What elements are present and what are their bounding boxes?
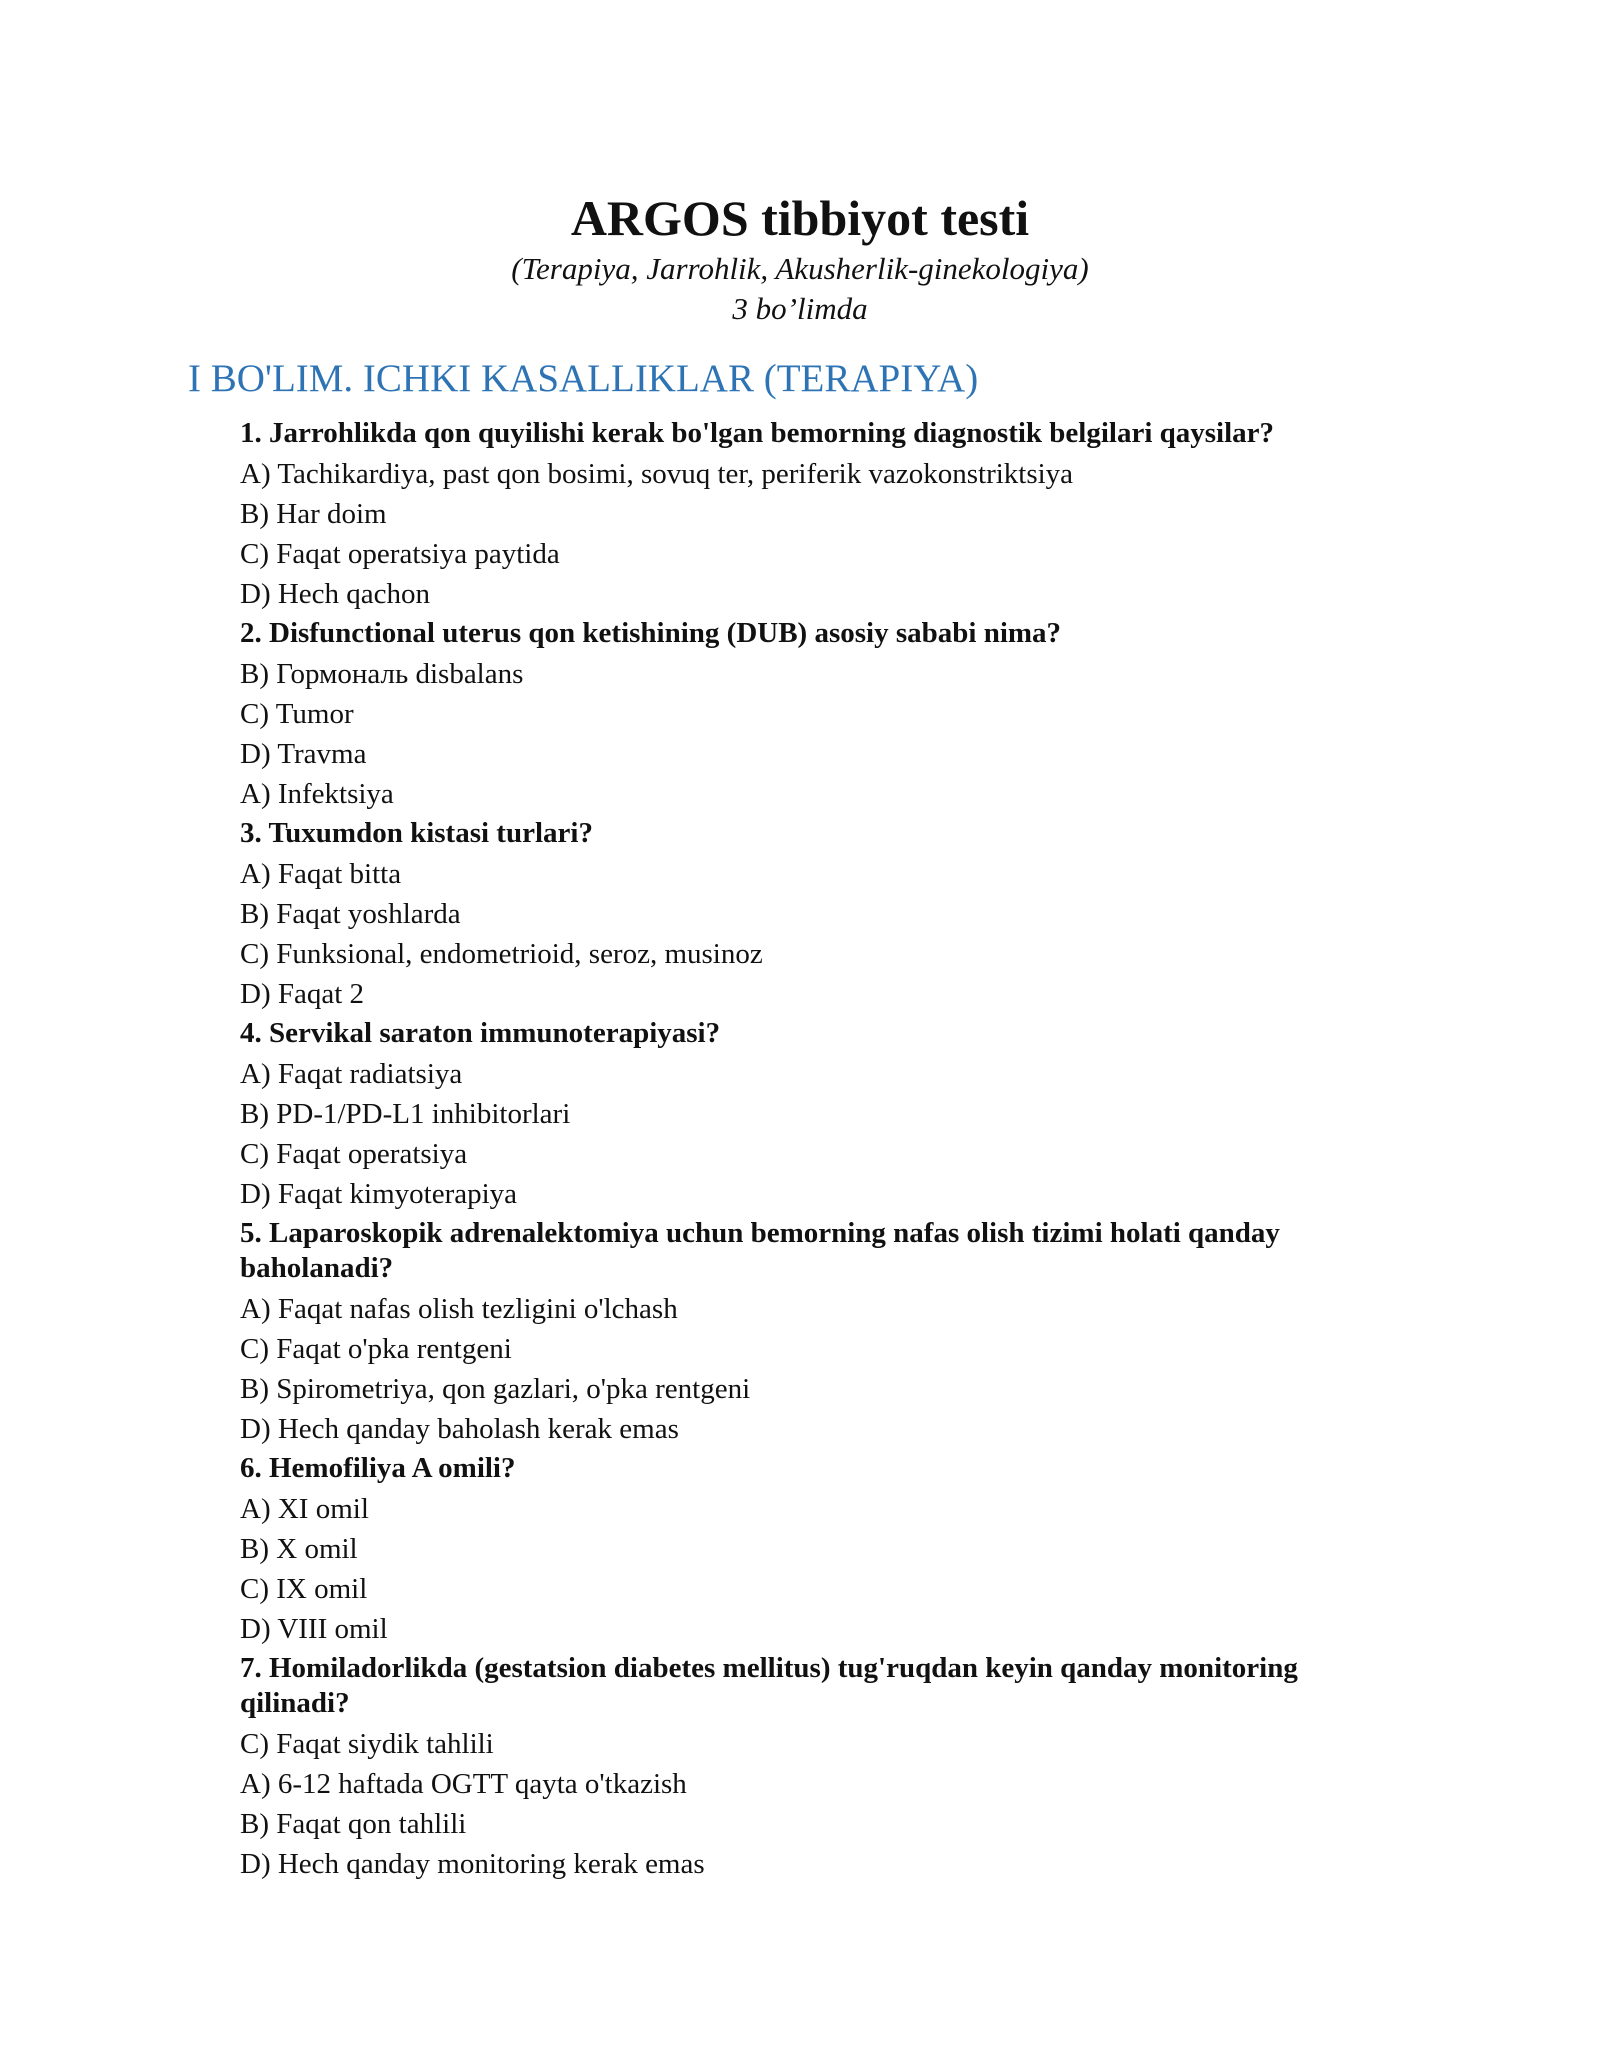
answer-option: A) 6-12 haftada OGTT qayta o'tkazish: [240, 1768, 687, 1800]
answer-option: D) Travma: [240, 738, 367, 770]
answer-option: A) Faqat radiatsiya: [240, 1058, 463, 1090]
question-text: 1. Jarrohlikda qon quyilishi kerak bo'lgan bemorning diagnostik belgilari qaysilar?: [240, 417, 1275, 449]
answer-option: A) Faqat nafas olish tezligini o'lchash: [240, 1293, 678, 1325]
section-heading: I BO'LIM. ICHKI KASALLIKLAR (TERAPIYA): [188, 357, 979, 400]
question-text: 3. Tuxumdon kistasi turlari?: [240, 817, 593, 849]
question-item: [240, 614, 1410, 814]
question-item: [240, 1449, 1410, 1649]
question-list: [240, 414, 1410, 1884]
answer-option: B) Spirometriya, qon gazlari, o'pka rentgeni: [240, 1373, 751, 1405]
question-item: [240, 814, 1410, 1014]
answer-option: D) VIII omil: [240, 1613, 388, 1645]
question-text: 5. Laparoskopik adrenalektomiya uchun bemorning nafas olish tizimi holati qanday baholanadi?: [240, 1217, 1280, 1284]
answer-option: C) Faqat operatsiya paytida: [240, 538, 560, 570]
answer-option: B) Гормональ disbalans: [240, 658, 524, 690]
answer-option: A) Tachikardiya, past qon bosimi, sovuq ter, periferik vazokonstriktsiya: [240, 458, 1074, 490]
answer-option: C) Tumor: [240, 698, 354, 730]
answer-option: B) PD-1/PD-L1 inhibitorlari: [240, 1098, 571, 1130]
answer-option: B) Har doim: [240, 498, 387, 530]
answer-option: A) Infektsiya: [240, 778, 394, 810]
question-item: [240, 1014, 1410, 1214]
answer-option: B) Faqat yoshlarda: [240, 898, 461, 930]
answer-option: D) Hech qachon: [240, 578, 431, 610]
document-title: ARGOS tibbiyot testi: [570, 190, 1030, 246]
question-item: [240, 1649, 1410, 1884]
question-item: [240, 1214, 1410, 1449]
question-text: 6. Hemofiliya A omili?: [240, 1452, 516, 1484]
question-item: [240, 414, 1410, 614]
question-text: 2. Disfunctional uterus qon ketishining (DUB) asosiy sababi nima?: [240, 617, 1062, 649]
answer-option: D) Faqat kimyoterapiya: [240, 1178, 518, 1210]
answer-option: C) Faqat operatsiya: [240, 1138, 468, 1170]
answer-option: C) Funksional, endometrioid, seroz, musinoz: [240, 938, 763, 970]
question-text: 4. Servikal saraton immunoterapiyasi?: [240, 1017, 721, 1049]
answer-option: C) Faqat o'pka rentgeni: [240, 1333, 512, 1365]
answer-option: D) Hech qanday monitoring kerak emas: [240, 1848, 705, 1880]
document-subtitle-parts: 3 bo’limda: [732, 291, 868, 326]
answer-option: B) Faqat qon tahlili: [240, 1808, 467, 1840]
answer-option: C) Faqat siydik tahlili: [240, 1728, 494, 1760]
question-text: 7. Homiladorlikda (gestatsion diabetes mellitus) tug'ruqdan keyin qanday monitoring qilinadi?: [240, 1652, 1298, 1719]
answer-option: A) Faqat bitta: [240, 858, 402, 890]
answer-option: D) Hech qanday baholash kerak emas: [240, 1413, 679, 1445]
answer-option: D) Faqat 2: [240, 978, 365, 1010]
answer-option: A) XI omil: [240, 1493, 369, 1525]
answer-option: B) X omil: [240, 1533, 358, 1565]
answer-option: C) IX omil: [240, 1573, 368, 1605]
document-subtitle: (Terapiya, Jarrohlik, Akusherlik-ginekologiya): [511, 251, 1089, 286]
